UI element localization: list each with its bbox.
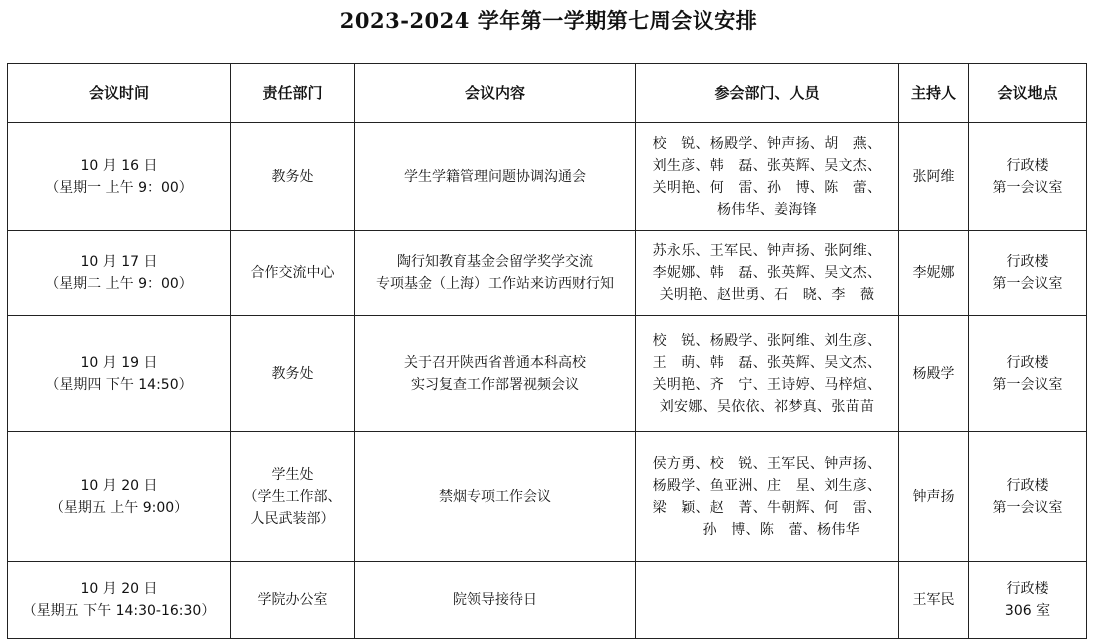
content-cell: 学生学籍管理问题协调沟通会	[355, 123, 636, 231]
header-host: 主持人	[899, 64, 969, 123]
location-cell: 行政楼 第一会议室	[969, 123, 1087, 231]
meeting-schedule-table	[7, 63, 1087, 639]
table-row	[8, 316, 1087, 432]
dept-cell: 学院办公室	[231, 562, 355, 639]
table-row	[8, 231, 1087, 316]
host-cell: 王军民	[899, 562, 969, 639]
table-row	[8, 432, 1087, 562]
dept-cell: 教务处	[231, 123, 355, 231]
table-row	[8, 562, 1087, 639]
location-cell: 行政楼 306 室	[969, 562, 1087, 639]
attendees-cell: 苏永乐、王军民、钟声扬、张阿维、 李妮娜、韩 磊、张英辉、吴文杰、 关明艳、赵世勇、石 晓、李 薇	[636, 231, 899, 316]
location-cell: 行政楼 第一会议室	[969, 316, 1087, 432]
host-cell: 李妮娜	[899, 231, 969, 316]
page-title: 2023-2024 学年第一学期第七周会议安排	[339, 8, 758, 33]
meeting-time-cell: 10 月 20 日 （星期五 下午 14:30-16:30）	[8, 562, 231, 639]
header-dept: 责任部门	[231, 64, 355, 123]
dept-cell: 教务处	[231, 316, 355, 432]
content-cell: 禁烟专项工作会议	[355, 432, 636, 562]
table-header-row	[8, 64, 1087, 123]
host-cell: 钟声扬	[899, 432, 969, 562]
attendees-cell: 校 锐、杨殿学、张阿维、刘生彦、 王 萌、韩 磊、张英辉、吴文杰、 关明艳、齐 宁、王诗婷、马梓煊、 刘安娜、吴依依、祁梦真、张苗苗	[636, 316, 899, 432]
content-cell: 陶行知教育基金会留学奖学交流 专项基金（上海）工作站来访西财行知	[355, 231, 636, 316]
meeting-time-cell: 10 月 19 日 （星期四 下午 14:50）	[8, 316, 231, 432]
attendees-cell	[636, 562, 899, 639]
dept-cell: 合作交流中心	[231, 231, 355, 316]
header-content: 会议内容	[355, 64, 636, 123]
host-cell: 杨殿学	[899, 316, 969, 432]
attendees-cell: 侯方勇、校 锐、王军民、钟声扬、 杨殿学、鱼亚洲、庄 星、刘生彦、 梁 颖、赵 菁、牛朝辉、何 雷、 孙 博、陈 蕾、杨伟华	[636, 432, 899, 562]
attendees-cell: 校 锐、杨殿学、钟声扬、胡 燕、 刘生彦、韩 磊、张英辉、吴文杰、 关明艳、何 雷、孙 博、陈 蕾、 杨伟华、姜海锋	[636, 123, 899, 231]
header-attendees: 参会部门、人员	[636, 64, 899, 123]
dept-cell: 学生处 （学生工作部、 人民武装部）	[231, 432, 355, 562]
location-cell: 行政楼 第一会议室	[969, 432, 1087, 562]
content-cell: 院领导接待日	[355, 562, 636, 639]
table-row	[8, 123, 1087, 231]
header-time: 会议时间	[8, 64, 231, 123]
meeting-time-cell: 10 月 20 日 （星期五 上午 9:00）	[8, 432, 231, 562]
host-cell: 张阿维	[899, 123, 969, 231]
location-cell: 行政楼 第一会议室	[969, 231, 1087, 316]
header-location: 会议地点	[969, 64, 1087, 123]
meeting-time-cell: 10 月 17 日 （星期二 上午 9：00）	[8, 231, 231, 316]
meeting-time-cell: 10 月 16 日 （星期一 上午 9：00）	[8, 123, 231, 231]
content-cell: 关于召开陕西省普通本科高校 实习复查工作部署视频会议	[355, 316, 636, 432]
